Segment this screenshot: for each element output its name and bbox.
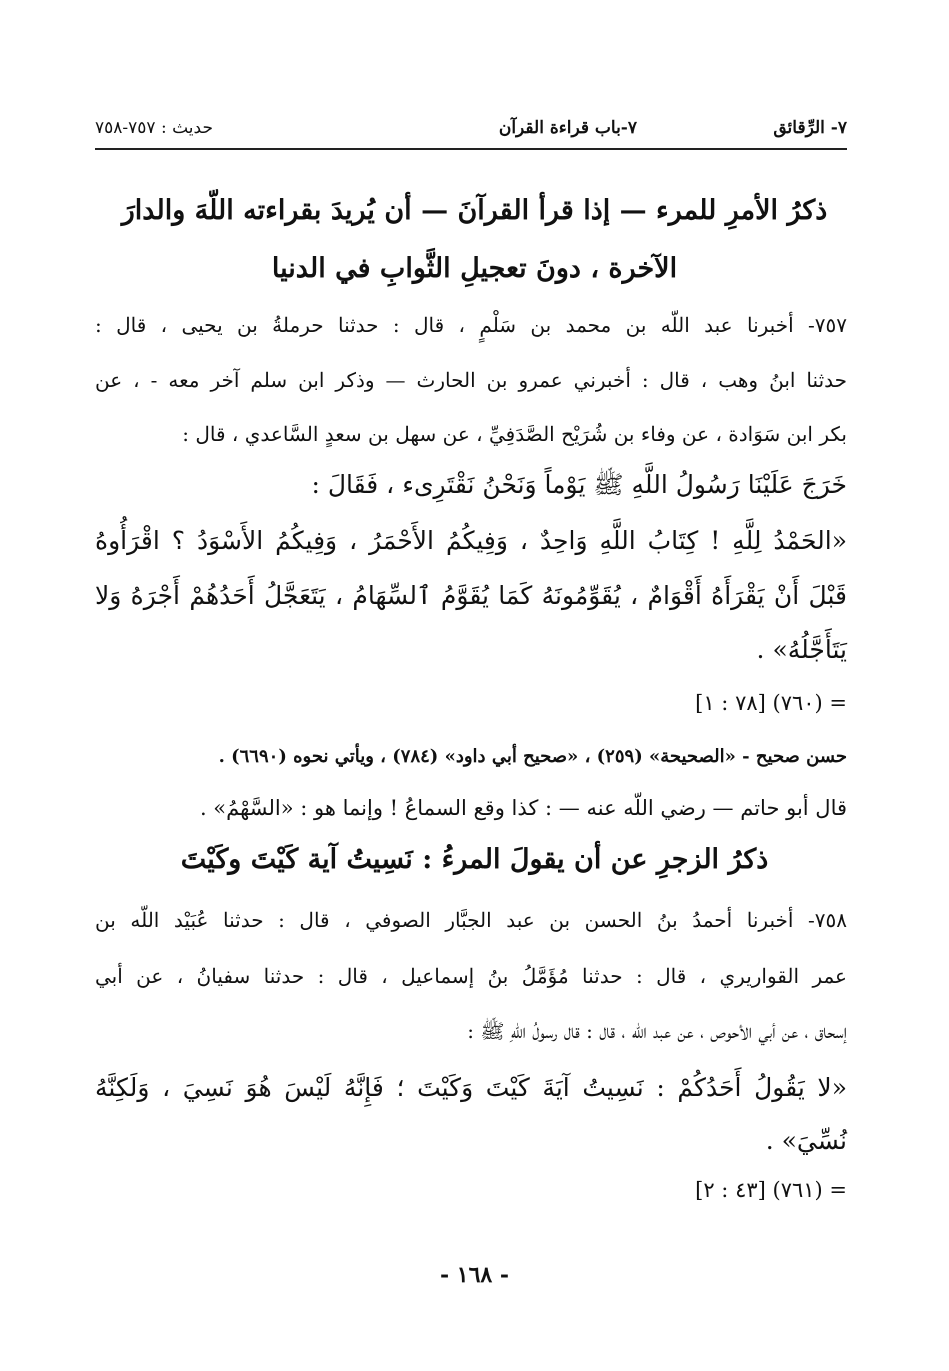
matn-line-2: «الحَمْدُ لِلَّهِ ! كِتَابُ اللَّهِ وَاحِدٌ ، وَفِيكُمُ الأَحْمَرُ ، وَفِيكُمُ الأَسْوَدُ ؟ اقْرَأُوهُ	[95, 526, 847, 555]
abu-hatim-comment: قال أبو حاتم — رضي اللّه عنه — : كذا وقع السماعُ ! وإنما هو : «السَّهْمُ» .	[199, 796, 847, 820]
chapter-heading-line-1: ذكرُ الأمرِ للمرء — إذا قرأ القرآنَ — أن يُريدَ بقراءته اللّهَ والدارَ	[121, 195, 828, 226]
hadith-grade: حسن صحيح - «الصحيحة» (٢٥٩) ، «صحيح أبي داود» (٧٨٤) ، ويأتي نحوه (٦٦٩٠) .	[218, 746, 847, 767]
isnad2-line-2: عمر القواريري ، قال : حدثنا مُؤَمَّلُ بنُ إسماعيل ، قال : حدثنا سفيانُ ، عن أبي	[95, 964, 847, 988]
matn-line-3: قَبْلَ أَنْ يَقْرَأَهُ أَقْوَامٌ ، يُقَوِّمُونَهُ كَمَا يُقَوَّمُ ٱلسِّهَامُ ، يَتَعَجَّلُ أَحَدُهُمْ أَجْرَهُ وَلا	[95, 581, 847, 610]
page-number: - ١٦٨ -	[439, 1262, 510, 1288]
matn-line-4: يَتَأَجَّلُهُ» .	[756, 635, 847, 664]
isnad2-line-1: ٧٥٨- أخبرنا أحمدُ بنُ الحسن بن عبد الجبَّار الصوفي ، قال : حدثنا عُبَيْد اللّه بن	[95, 908, 847, 932]
cross-reference-2: = (٧٦١) [٤٣ : ٢]	[695, 1178, 847, 1202]
cross-reference: = (٧٦٠) [٧٨ : ١]	[695, 691, 847, 715]
isnad-line-1: ٧٥٧- أخبرنا عبد اللّه بن محمد بن سَلْمٍ ، قال : حدثنا حرملةُ بن يحيى ، قال :	[95, 313, 847, 337]
chapter-heading-line-2: الآخرة ، دونَ تعجيلِ الثَّوابِ في الدنيا	[271, 253, 678, 284]
isnad-line-3: بكر ابن سَوَادة ، عن وفاء بن شُرَيْح الصَّدَفِيِّ ، عن سهل بن سعدٍ السَّاعدي ، قال :	[182, 422, 847, 446]
hadith-range: حديث : ٧٥٧-٧٥٨	[95, 118, 213, 138]
chapter-heading-2: ذكرُ الزجرِ عن أن يقولَ المرءُ : نَسِيتُ آية كَيْتَ وكَيْتَ	[180, 844, 769, 875]
matn2-line-1: «لا يَقُولُ أَحَدُكُمْ : نَسِيتُ آيَةَ كَيْتَ وَكَيْتَ ؛ فَإِنَّهُ لَيْسَ هُوَ نَسِيَ ، وَلَكِنَّهُ	[95, 1073, 847, 1102]
running-header	[95, 108, 847, 150]
isnad-line-2: حدثنا ابنُ وهب ، قال : أخبرني عمرو بن الحارث — وذكر ابن سلم آخر معه - ، عن	[95, 368, 847, 392]
matn-line-1: خَرَجَ عَلَيْنَا رَسُولُ اللَّهِ ﷺ يَوْماً وَنَحْنُ نَقْتَرِىء ، فَقَالَ :	[311, 470, 847, 499]
section-title: ٧-باب قراءة القرآن	[498, 118, 637, 138]
isnad2-line-3: إسحاق ، عن أبي الأحوص ، عن عبد اللّه ، قال : قال رسولُ اللّهِ ﷺ :	[467, 1019, 847, 1043]
matn2-line-2: نُسِّيَ» .	[765, 1126, 847, 1155]
chapter-title: ٧- الرِّقائق	[773, 118, 847, 138]
